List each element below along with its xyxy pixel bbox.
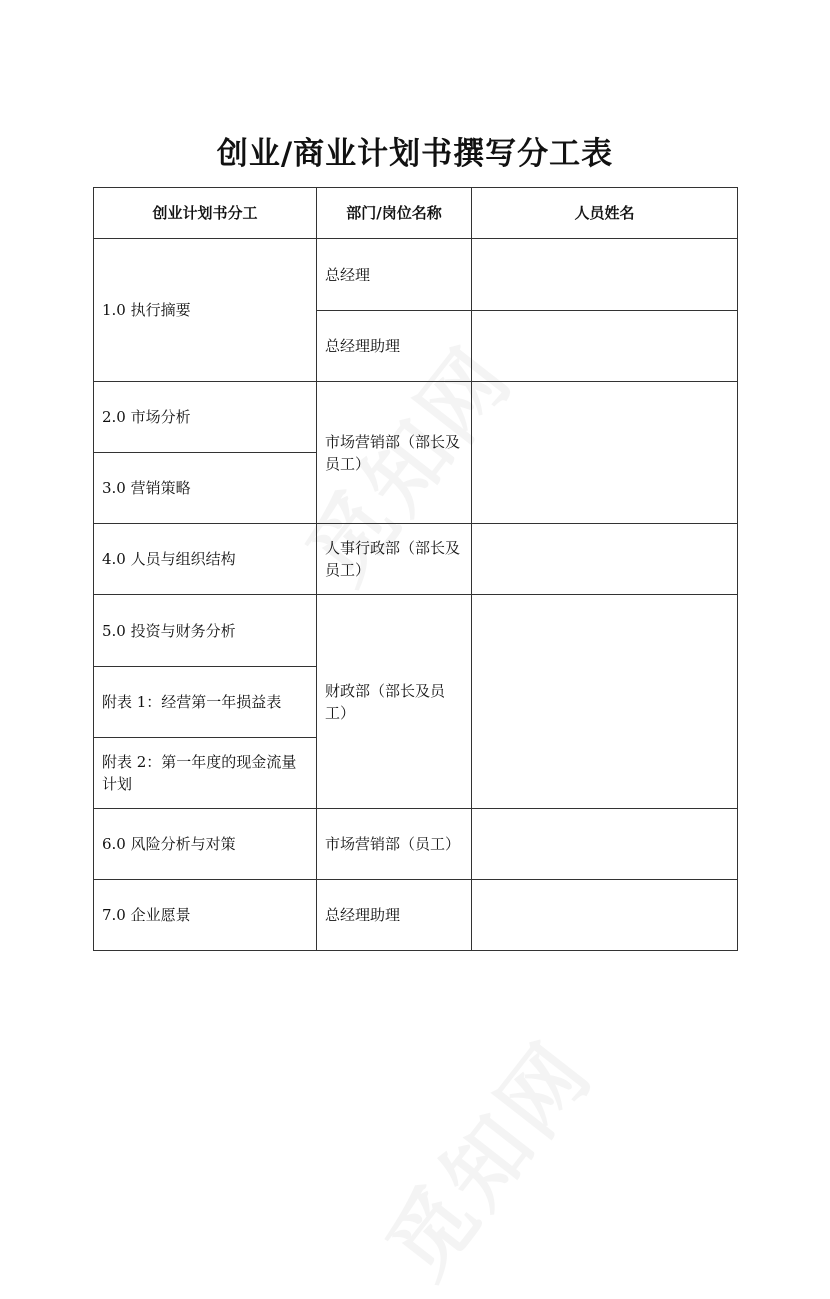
name-cell[interactable]	[472, 239, 738, 311]
table-row	[94, 880, 738, 951]
task-cell: 3.0 营销策略	[94, 453, 317, 524]
name-cell[interactable]	[472, 382, 738, 524]
department-cell: 人事行政部（部长及员工）	[317, 524, 472, 595]
name-cell[interactable]	[472, 311, 738, 382]
table-header-row	[94, 188, 738, 239]
task-cell: 附表 1：经营第一年损益表	[94, 667, 317, 738]
department-cell: 市场营销部（部长及员工）	[317, 382, 472, 524]
watermark	[354, 1012, 616, 1299]
task-cell: 附表 2：第一年度的现金流量计划	[94, 738, 317, 809]
task-cell: 1.0 执行摘要	[94, 239, 317, 382]
division-table	[93, 187, 738, 951]
table-row	[94, 524, 738, 595]
department-cell: 财政部（部长及员工）	[317, 595, 472, 809]
table-row	[94, 809, 738, 880]
table-row	[94, 239, 738, 311]
task-cell: 6.0 风险分析与对策	[94, 809, 317, 880]
table-row	[94, 382, 738, 453]
name-cell[interactable]	[472, 880, 738, 951]
table-row	[94, 595, 738, 667]
task-cell: 2.0 市场分析	[94, 382, 317, 453]
page-title: 创业/商业计划书撰写分工表	[216, 136, 614, 172]
task-cell: 5.0 投资与财务分析	[94, 595, 317, 667]
name-cell[interactable]	[472, 595, 738, 809]
department-cell: 总经理助理	[317, 311, 472, 382]
department-cell: 总经理助理	[317, 880, 472, 951]
task-cell: 7.0 企业愿景	[94, 880, 317, 951]
task-cell: 4.0 人员与组织结构	[94, 524, 317, 595]
name-cell[interactable]	[472, 524, 738, 595]
department-cell: 总经理	[317, 239, 472, 311]
column-header-task: 创业计划书分工	[94, 188, 317, 239]
department-cell: 市场营销部（员工）	[317, 809, 472, 880]
column-header-name: 人员姓名	[472, 188, 738, 239]
name-cell[interactable]	[472, 809, 738, 880]
column-header-department: 部门/岗位名称	[317, 188, 472, 239]
